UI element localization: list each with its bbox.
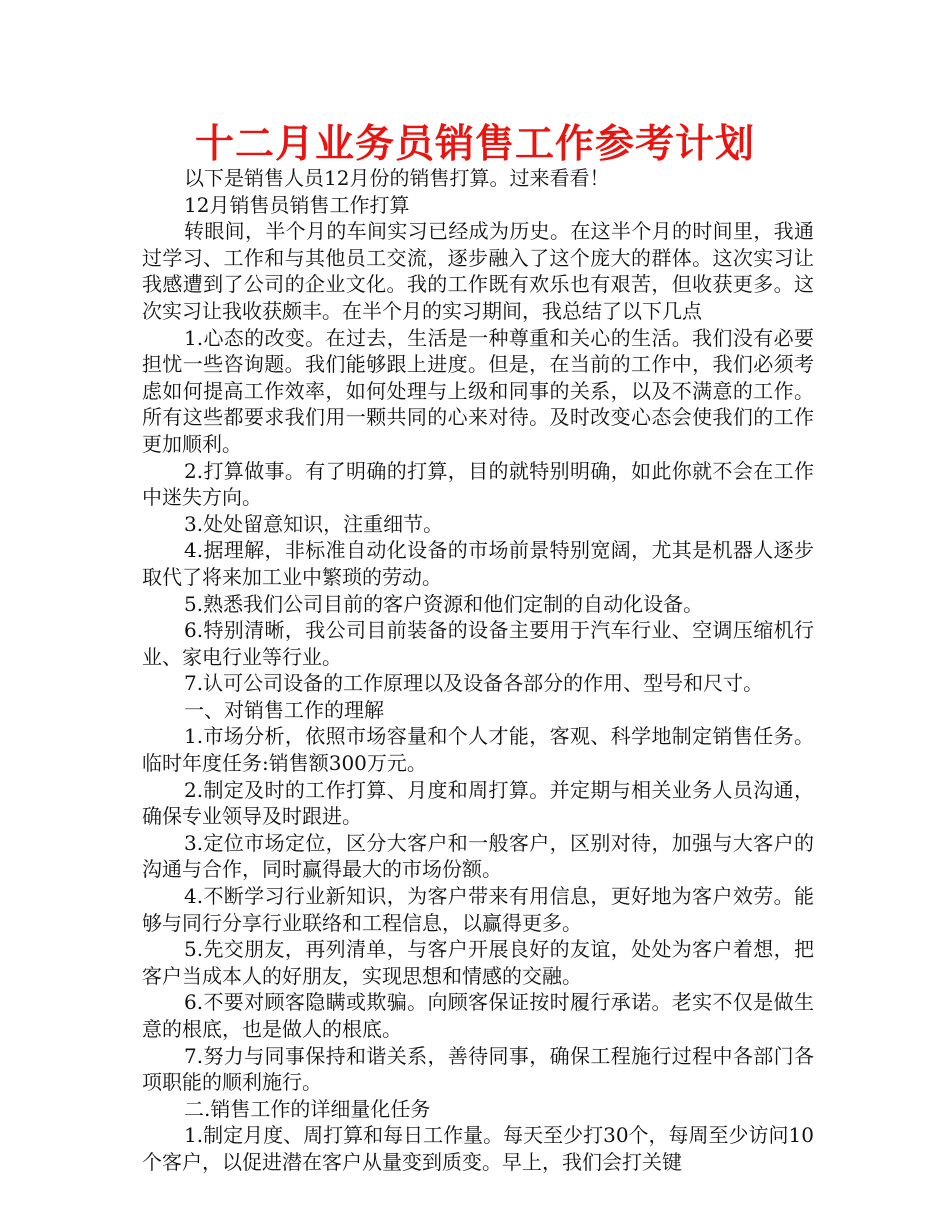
paragraph: 7.认可公司设备的工作原理以及设备各部分的作用、型号和尺寸。 — [184, 671, 764, 696]
paragraph: 6.不要对顾客隐瞒或欺骗。向顾客保证按时履行承诺。老实不仅是做生意的根底，也是做人的根底。 — [142, 990, 814, 1041]
document-title: 十二月业务员销售工作参考计划 — [194, 122, 755, 167]
paragraph: 5.先交朋友，再列清单，与客户开展良好的友谊，处处为客户着想，把客户当成本人的好朋友，实现思想和情感的交融。 — [142, 937, 814, 988]
paragraph: 5.熟悉我们公司目前的客户资源和他们定制的自动化设备。 — [184, 591, 704, 616]
paragraph: 2.制定及时的工作打算、月度和周打算。并定期与相关业务人员沟通，确保专业领导及时跟进。 — [142, 777, 814, 829]
paragraph: 1.心态的改变。在过去，生活是一种尊重和关心的生活。我们没有必要担忧一些咨询题。我们能够跟上进度。但是，在当前的工作中，我们必须考虑如何提高工作效率，如何处理与上级和同事的关系，以及不满意的工作。所有这些都要求我们用一颗共同的心来对待。及时改变心态会使我们的工作更加顺利。 — [142, 325, 814, 456]
paragraph: 4.不断学习行业新知识，为客户带来有用信息，更好地为客户效劳。能够与同行分享行业联络和工程信息，以赢得更多。 — [142, 884, 814, 935]
paragraph: 以下是销售人员12月份的销售打算。过来看看！ — [184, 166, 610, 190]
paragraph: 3.定位市场定位，区分大客户和一般客户，区别对待，加强与大客户的沟通与合作，同时赢得最大的市场份额。 — [142, 830, 814, 882]
paragraph: 7.努力与同事保持和谐关系，善待同事，确保工程施行过程中各部门各项职能的顺利施行。 — [142, 1043, 814, 1095]
section-heading: 一、对销售工作的理解 — [184, 697, 384, 722]
paragraph: 1.制定月度、周打算和每日工作量。每天至少打30个，每周至少访问10个客户，以促进潜在客户从量变到质变。早上，我们会打关键 — [142, 1123, 814, 1174]
paragraph: 1.市场分析，依照市场容量和个人才能，客观、科学地制定销售任务。临时年度任务:销售额300万元。 — [142, 724, 814, 776]
paragraph: 2.打算做事。有了明确的打算，目的就特别明确，如此你就不会在工作中迷失方向。 — [142, 458, 814, 510]
paragraph: 4.据理解，非标准自动化设备的市场前景特别宽阔，尤其是机器人逐步取代了将来加工业中繁琐的劳动。 — [142, 538, 814, 589]
paragraph: 12月销售员销售工作打算 — [184, 192, 410, 217]
section-heading: 二.销售工作的详细量化任务 — [184, 1096, 431, 1121]
document-body — [142, 165, 814, 1176]
paragraph: 转眼间，半个月的车间实习已经成为历史。在这半个月的时间里，我通过学习、工作和与其他员工交流，逐步融入了这个庞大的群体。这次实习让我感遭到了公司的企业文化。我的工作既有欢乐也有艰苦，但收获更多。这次实习让我收获颇丰。在半个月的实习期间，我总结了以下几点 — [142, 219, 814, 323]
paragraph: 3.处处留意知识，注重细节。 — [184, 511, 444, 536]
paragraph: 6.特别清晰，我公司目前装备的设备主要用于汽车行业、空调压缩机行业、家电行业等行业。 — [142, 618, 814, 669]
